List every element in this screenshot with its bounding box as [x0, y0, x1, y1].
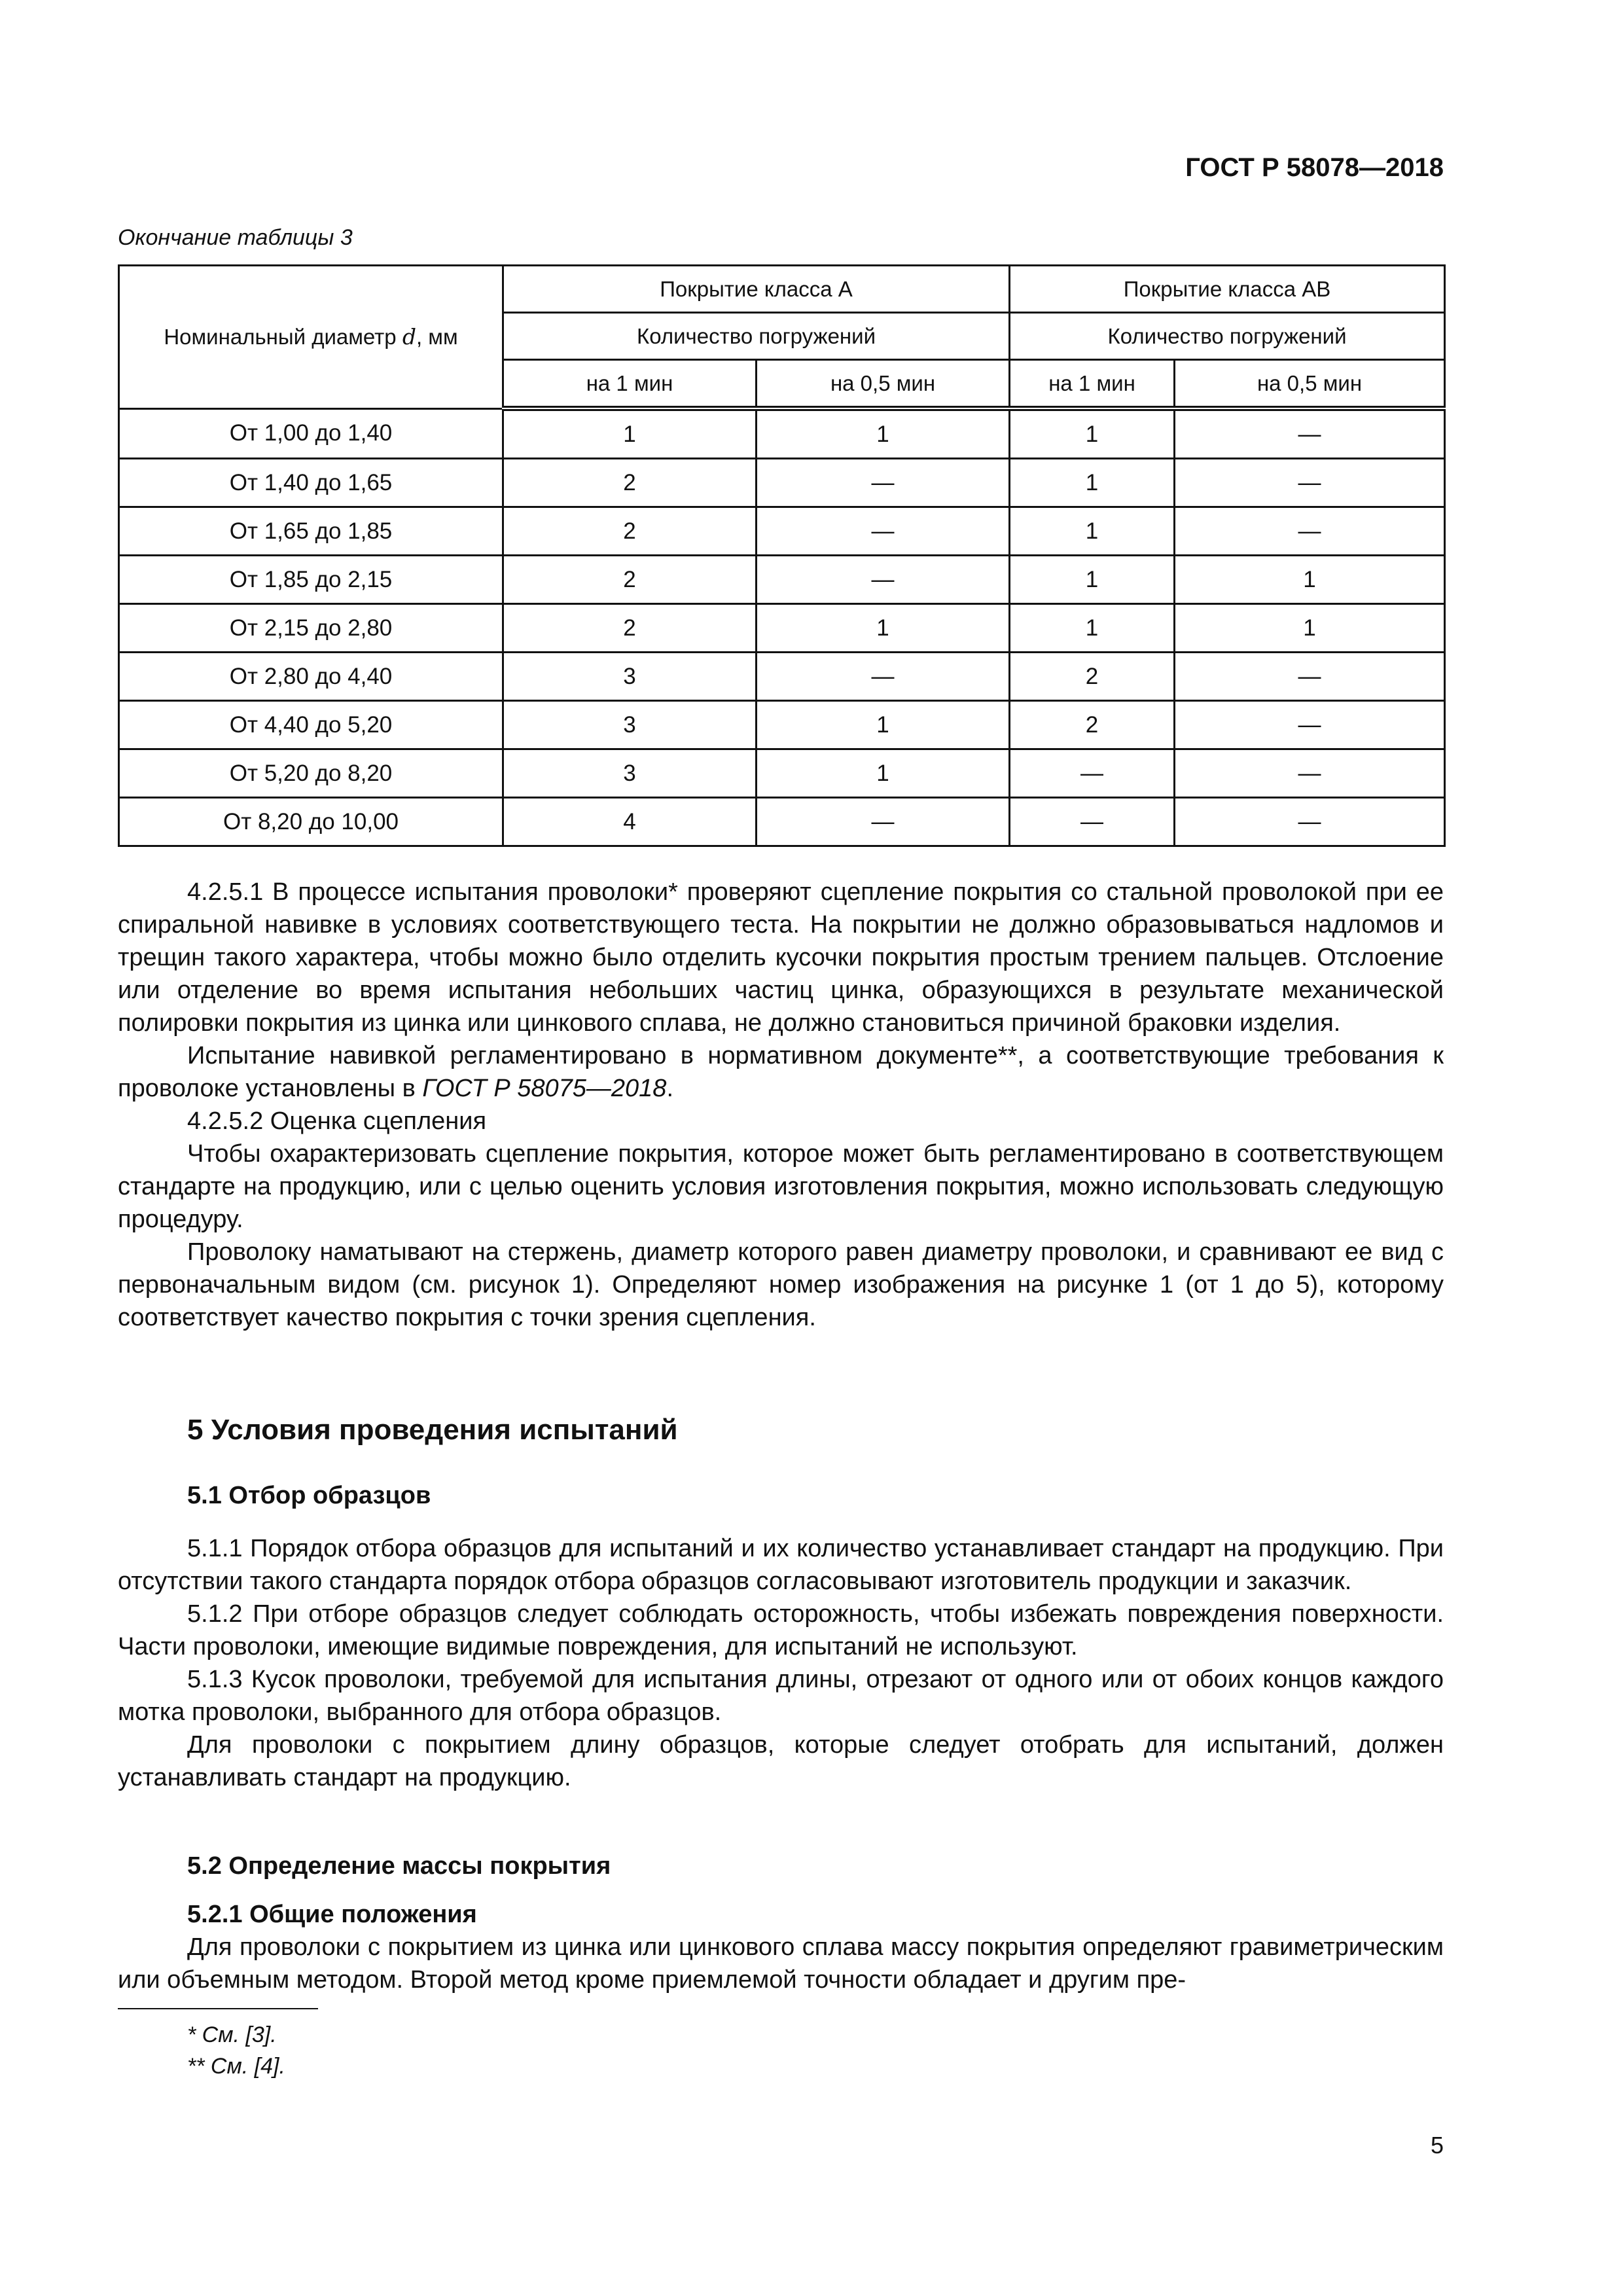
table-cell: —: [757, 459, 1010, 507]
row-header-cell: Номинальный диаметр d, мм: [119, 266, 503, 409]
table-cell: —: [1175, 653, 1445, 701]
subgroup-header-a: Количество погружений: [503, 313, 1010, 360]
table-cell: 1: [1010, 556, 1175, 604]
section-5-title: 5 Условия проведения испытаний: [187, 1414, 678, 1446]
table-caption: Окончание таблицы 3: [118, 225, 353, 250]
table-row: [119, 749, 1445, 798]
table-row: [119, 701, 1445, 749]
subcol-header: на 0,5 мин: [1175, 360, 1445, 409]
subcol-header: на 1 мин: [503, 360, 757, 409]
table-cell: —: [1175, 507, 1445, 556]
subsection-5-2-1-title: 5.2.1 Общие положения: [187, 1901, 477, 1928]
table-cell: От 1,65 до 1,85: [119, 507, 503, 556]
table-cell: 2: [503, 507, 757, 556]
table-cell: 1: [1010, 459, 1175, 507]
paragraph: 5.1.2 При отборе образцов следует соблюдать осторожность, чтобы избежать повреждения поверхности. Части проволоки, имеющие видимые повреждения, для испытаний не используют.: [118, 1600, 1444, 1660]
table-cell: —: [1175, 701, 1445, 749]
table-cell: От 2,15 до 2,80: [119, 604, 503, 653]
table-row: [119, 798, 1445, 846]
section-5-2-1-text: [118, 1931, 1444, 1996]
paragraph: Испытание навивкой регламентировано в нормативном документе**, а соответствующие требования к проволоке установлены в ГОСТ Р 58075—2018.: [118, 1042, 1444, 1102]
table-cell: —: [757, 556, 1010, 604]
table-cell: 1: [1175, 604, 1445, 653]
table-cell: 1: [1175, 556, 1445, 604]
paragraph: 4.2.5.1 В процессе испытания проволоки* проверяют сцепление покрытия со стальной проволокой при ее спиральной навивке в условиях соответствующего теста. На покрытии не должно образовываться надломов и трещин такого характера, чтобы можно было отделить кусочки покрытия простым трением пальцев. Отслоение или отделение во время испытания небольших частиц цинка, образующихся в результате механической полировки покрытия из цинка или цинкового сплава, не должно становиться причиной браковки изделия.: [118, 878, 1444, 1037]
subsection-5-1-title: 5.1 Отбор образцов: [187, 1482, 431, 1509]
table-cell: 3: [503, 701, 757, 749]
paragraph: Для проволоки с покрытием из цинка или цинкового сплава массу покрытия определяют гравиметрическим или объемным методом. Второй метод кроме приемлемой точности обладает и другим пре-: [118, 1933, 1444, 1994]
table-cell: 1: [757, 604, 1010, 653]
table-row: [119, 459, 1445, 507]
table-cell: 2: [1010, 653, 1175, 701]
table-cell: —: [1175, 798, 1445, 846]
table-cell: 4: [503, 798, 757, 846]
table-cell: 1: [757, 408, 1010, 459]
table-cell: 2: [503, 459, 757, 507]
standard-reference: ГОСТ Р 58075—2018: [422, 1075, 667, 1102]
subcol-header: на 0,5 мин: [757, 360, 1010, 409]
table-cell: 3: [503, 653, 757, 701]
table-cell: —: [757, 653, 1010, 701]
data-table: [118, 264, 1446, 847]
document-code: ГОСТ Р 58078—2018: [1185, 153, 1444, 182]
table-cell: От 5,20 до 8,20: [119, 749, 503, 798]
footnote: * См. [3].: [187, 2022, 277, 2047]
paragraph: 5.1.1 Порядок отбора образцов для испытаний и их количество устанавливает стандарт на продукцию. При отсутствии такого стандарта порядок отбора образцов согласовывают изготовитель продукции и заказчик.: [118, 1535, 1444, 1595]
table-cell: —: [1175, 459, 1445, 507]
table-cell: От 2,80 до 4,40: [119, 653, 503, 701]
table-cell: —: [757, 507, 1010, 556]
paragraph: Для проволоки с покрытием длину образцов, которые следует отобрать для испытаний, должен устанавливать стандарт на продукцию.: [118, 1731, 1444, 1791]
table-cell: 3: [503, 749, 757, 798]
table-cell: 2: [503, 556, 757, 604]
table-row: [119, 408, 1445, 459]
table-cell: —: [1175, 749, 1445, 798]
paragraph: 5.1.3 Кусок проволоки, требуемой для испытания длины, отрезают от одного или от обоих концов каждого мотка проволоки, выбранного для отбора образцов.: [118, 1666, 1444, 1726]
footnote-divider: [118, 2008, 318, 2009]
table-cell: От 4,40 до 5,20: [119, 701, 503, 749]
table-row: [119, 556, 1445, 604]
table-cell: От 8,20 до 10,00: [119, 798, 503, 846]
table-cell: —: [757, 798, 1010, 846]
subsection-5-2-title: 5.2 Определение массы покрытия: [187, 1852, 611, 1880]
table-cell: 2: [503, 604, 757, 653]
table-row: [119, 604, 1445, 653]
subgroup-header-ab: Количество погружений: [1010, 313, 1445, 360]
footnote: ** См. [4].: [187, 2054, 285, 2079]
table-cell: 1: [757, 701, 1010, 749]
group-header-a: Покрытие класса А: [503, 266, 1010, 313]
table-cell: —: [1175, 408, 1445, 459]
table-cell: 1: [1010, 507, 1175, 556]
table-cell: От 1,40 до 1,65: [119, 459, 503, 507]
table-cell: 2: [1010, 701, 1175, 749]
paragraph: Проволоку наматывают на стержень, диаметр которого равен диаметру проволоки, и сравнивают ее вид с первоначальным видом (см. рисунок 1). Определяют номер изображения на рисунке 1 (от 1 до 5), которому соответствует качество покрытия с точки зрения сцепления.: [118, 1238, 1444, 1331]
group-header-ab: Покрытие класса АВ: [1010, 266, 1445, 313]
subsection-heading: 4.2.5.2 Оценка сцепления: [187, 1107, 487, 1135]
subcol-header: на 1 мин: [1010, 360, 1175, 409]
section-4-text: [118, 876, 1444, 1334]
table-cell: 1: [1010, 604, 1175, 653]
table-cell: —: [1010, 798, 1175, 846]
table-cell: 1: [1010, 408, 1175, 459]
section-5-1-text: [118, 1532, 1444, 1794]
table-row: [119, 507, 1445, 556]
table-cell: 1: [757, 749, 1010, 798]
page-number: 5: [1430, 2132, 1444, 2159]
table-cell: —: [1010, 749, 1175, 798]
table-cell: От 1,85 до 2,15: [119, 556, 503, 604]
table-cell: От 1,00 до 1,40: [119, 408, 503, 459]
table-cell: 1: [503, 408, 757, 459]
paragraph: Чтобы охарактеризовать сцепление покрытия, которое может быть регламентировано в соответствующем стандарте на продукцию, или с целью оценить условия изготовления покрытия, можно использовать следующую процедуру.: [118, 1140, 1444, 1233]
table-row: [119, 653, 1445, 701]
